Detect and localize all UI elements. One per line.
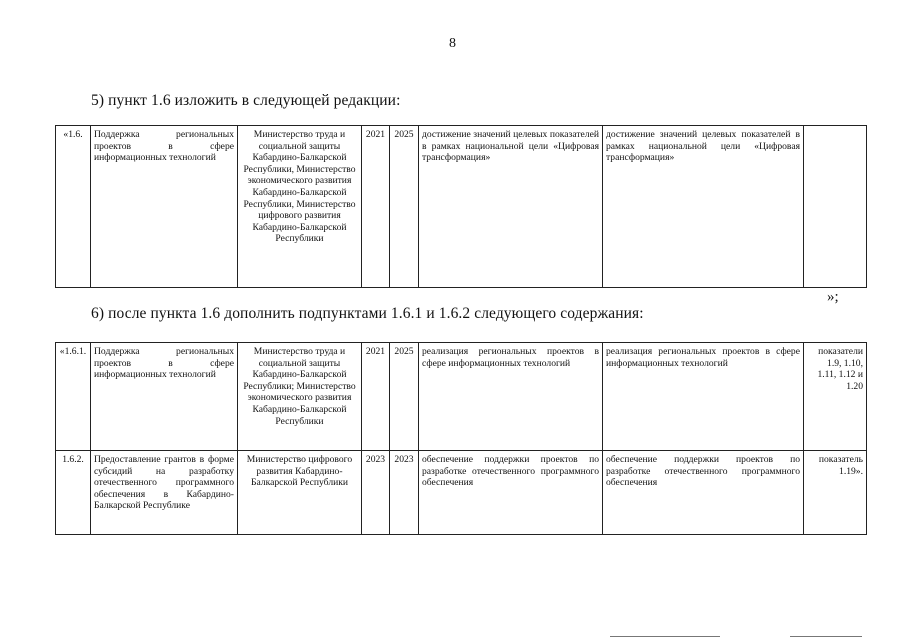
cell-effect: достижение значений целевых показателей в рамках национальной цели «Цифровая трансформация» — [603, 126, 804, 288]
cell-name: Поддержка региональных проектов в сфере информационных технологий — [91, 126, 238, 288]
scan-artifact-line — [790, 636, 862, 637]
cell-result: достижение значений целевых показателей в рамках национальной цели «Цифровая трансформация» — [419, 126, 603, 288]
cell-result: обеспечение поддержки проектов по разработке отечественного программного обеспечения — [419, 451, 603, 535]
cell-year-end: 2025 — [390, 343, 419, 451]
table-row — [56, 451, 867, 535]
cell-indicator: показатель 1.19». — [804, 451, 867, 535]
cell-number: 1.6.2. — [56, 451, 91, 535]
cell-year-start: 2023 — [362, 451, 390, 535]
cell-indicator: показатели 1.9, 1.10, 1.11, 1.12 и 1.20 — [804, 343, 867, 451]
table-row — [56, 343, 867, 451]
cell-year-start: 2021 — [362, 126, 390, 288]
cell-effect: обеспечение поддержки проектов по разработке отечественного программного обеспечения — [603, 451, 804, 535]
cell-year-start: 2021 — [362, 343, 390, 451]
cell-year-end: 2023 — [390, 451, 419, 535]
table-row — [56, 126, 867, 288]
cell-name: Предоставление грантов в форме субсидий на разработку отечественного программного обеспечения в Кабардино-Балкарской Республике — [91, 451, 238, 535]
cell-effect: реализация региональных проектов в сфере информационных технологий — [603, 343, 804, 451]
cell-number: «1.6.1. — [56, 343, 91, 451]
section-5-heading: 5) пункт 1.6 изложить в следующей редакции: — [91, 92, 401, 109]
scan-artifact-line — [610, 636, 720, 637]
cell-result: реализация региональных проектов в сфере информационных технологий — [419, 343, 603, 451]
cell-executor: Министерство труда и социальной защиты Кабардино-Балкарской Республики; Министерство экономического развития Кабардино-Балкарской Республики — [238, 343, 362, 451]
closing-quote: »; — [827, 289, 839, 305]
section-6-heading: 6) после пункта 1.6 дополнить подпунктами 1.6.1 и 1.6.2 следующего содержания: — [91, 305, 644, 322]
cell-indicator — [804, 126, 867, 288]
page-number: 8 — [449, 36, 456, 51]
table-section-5 — [55, 125, 867, 288]
cell-executor: Министерство труда и социальной защиты Кабардино-Балкарской Республики, Министерство экономического развития Кабардино-Балкарской Республики, Министерство цифрового развития Кабардино-Балкарской Республики — [238, 126, 362, 288]
table-section-6 — [55, 342, 867, 535]
cell-name: Поддержка региональных проектов в сфере информационных технологий — [91, 343, 238, 451]
cell-executor: Министерство цифрового развития Кабардино-Балкарской Республики — [238, 451, 362, 535]
cell-year-end: 2025 — [390, 126, 419, 288]
cell-number: «1.6. — [56, 126, 91, 288]
